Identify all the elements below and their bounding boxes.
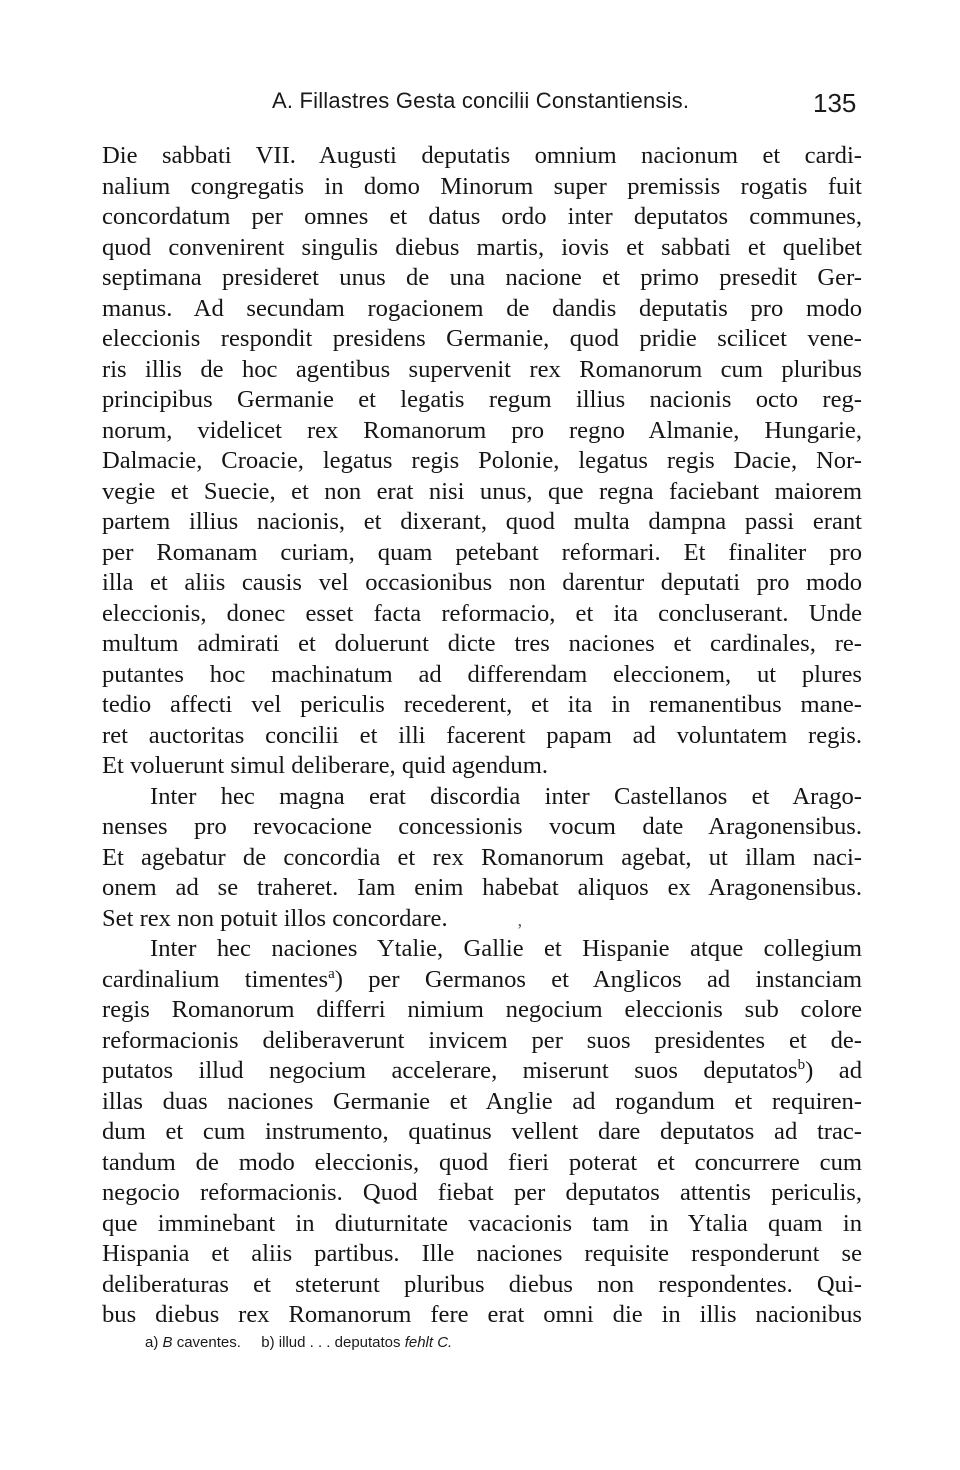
text-line: eleccionis, donec esset facta reformacio, et ita concluserant. Unde <box>102 599 862 627</box>
text-line: onem ad se traheret. Iam enim habebat aliquos ex Aragonensibus. <box>102 874 862 901</box>
text-line: illa et aliis causis vel occasionibus non darentur deputati pro modo <box>102 569 862 596</box>
text-line: tedio affecti vel periculis recederent, et ita in remanentibus mane- <box>102 691 862 718</box>
paragraph-2 <box>102 782 862 935</box>
text-line: negocio reformacionis. Quod fiebat per deputatos attentis periculis, <box>102 1179 862 1206</box>
text-segment: ) ad <box>805 1057 862 1084</box>
text-line: eleccionis respondit presidens Germanie, quod pridie scilicet vene- <box>102 325 862 352</box>
text-line: manus. Ad secundam rogacionem de dandis deputatis pro modo <box>102 294 862 322</box>
text-line: per Romanam curiam, quam petebant reformari. Et finaliter pro <box>102 538 862 566</box>
footnote-marker-a: a <box>328 965 335 982</box>
footnote-marker-b: b <box>797 1056 806 1073</box>
text-line: septimana presideret unus de una nacione et primo presedit Ger- <box>102 264 862 291</box>
text-line: tandum de modo eleccionis, quod fieri poterat et concurrere cum <box>102 1148 862 1176</box>
paragraph-3 <box>102 934 862 1331</box>
text-line: putantes hoc machinatum ad differendam eleccionem, ut plures <box>102 660 862 688</box>
text-line: quod convenirent singulis diebus martis, iovis et sabbati et quelibet <box>102 233 862 261</box>
text-line: regis Romanorum differri nimium negocium eleccionis sub colore <box>102 996 862 1023</box>
text-line: Inter hec magna erat discordia inter Castellanos et Arago- <box>150 782 862 810</box>
text-line: Inter hec naciones Ytalie, Gallie et Hispanie atque collegium <box>150 935 862 962</box>
text-line: Et voluerunt simul deliberare, quid agendum. <box>102 752 548 779</box>
page-number: 135 <box>813 88 857 118</box>
text-line: principibus Germanie et legatis regum illius nacionis octo reg- <box>102 386 862 413</box>
text-line: Die sabbati VII. Augusti deputatis omnium nacionum et cardi- <box>102 142 862 169</box>
text-segment: ) per Germanos et Anglicos ad instanciam <box>334 965 862 993</box>
body-text <box>102 141 862 1331</box>
text-line: ret auctoritas concilii et illi facerent papam ad voluntatem regis. <box>102 721 862 749</box>
paragraph-1 <box>102 141 862 782</box>
text-line-content: Set rex non potuit illos concordare. <box>102 904 448 932</box>
text-line: Hispania et aliis partibus. Ille naciones requisite responderunt se <box>102 1240 862 1267</box>
text-line: reformacionis deliberaverunt invicem per suos presidentes et de- <box>102 1026 862 1054</box>
text-segment: cardinalium timentes <box>102 965 329 993</box>
footnote-a-siglum: B <box>162 1334 173 1351</box>
text-line: nenses pro revocacione concessionis vocum date Aragonensibus. <box>102 813 862 840</box>
footnotes <box>145 1334 452 1351</box>
text-line: dum et cum instrumento, quatinus vellent dare deputatos ad trac- <box>102 1118 862 1145</box>
footnote-a-label: a) <box>145 1334 159 1351</box>
running-title: A. Fillastres Gesta concilii Constantiensis. <box>272 88 690 113</box>
stray-print-mark: , <box>517 909 523 930</box>
footnote-b-note: fehlt C. <box>404 1334 453 1351</box>
text-line: partem illius nacionis, et dixerant, quod multa dampna passi erant <box>102 508 862 535</box>
text-line <box>102 1056 862 1087</box>
footnote-a-text: caventes. <box>176 1334 241 1351</box>
text-line: bus diebus rex Romanorum fere erat omni die in illis nacionibus <box>102 1301 862 1328</box>
text-line: Dalmacie, Croacie, legatus regis Polonie, legatus regis Dacie, Nor- <box>102 447 862 474</box>
text-line: norum, videlicet rex Romanorum pro regno Almanie, Hungarie, <box>102 416 862 444</box>
text-line: illas duas naciones Germanie et Anglie ad rogandum et requiren- <box>102 1087 862 1115</box>
text-segment: putatos illud negocium accelerare, miserunt suos deputatos <box>102 1057 798 1084</box>
text-line: Et agebatur de concordia et rex Romanorum agebat, ut illam naci- <box>102 843 862 871</box>
text-line: vegie et Suecie, et non erat nisi unus, que regna faciebant maiorem <box>102 477 862 505</box>
text-line: concordatum per omnes et datus ordo inter deputatos communes, <box>102 203 862 230</box>
text-line: deliberaturas et steterunt pluribus diebus non respondentes. Qui- <box>102 1270 862 1298</box>
text-line: nalium congregatis in domo Minorum super premissis rogatis fuit <box>102 172 862 200</box>
text-line: ris illis de hoc agentibus supervenit rex Romanorum cum pluribus <box>102 355 862 383</box>
text-line: que imminebant in diuturnitate vacacionis tam in Ytalia quam in <box>102 1209 862 1237</box>
footnote-b-text: illud . . . deputatos <box>278 1334 401 1351</box>
footnote-b-label: b) <box>261 1334 275 1351</box>
text-line: multum admirati et doluerunt dicte tres naciones et cardinales, re- <box>102 630 862 657</box>
text-line <box>102 904 862 935</box>
text-line <box>102 965 862 996</box>
